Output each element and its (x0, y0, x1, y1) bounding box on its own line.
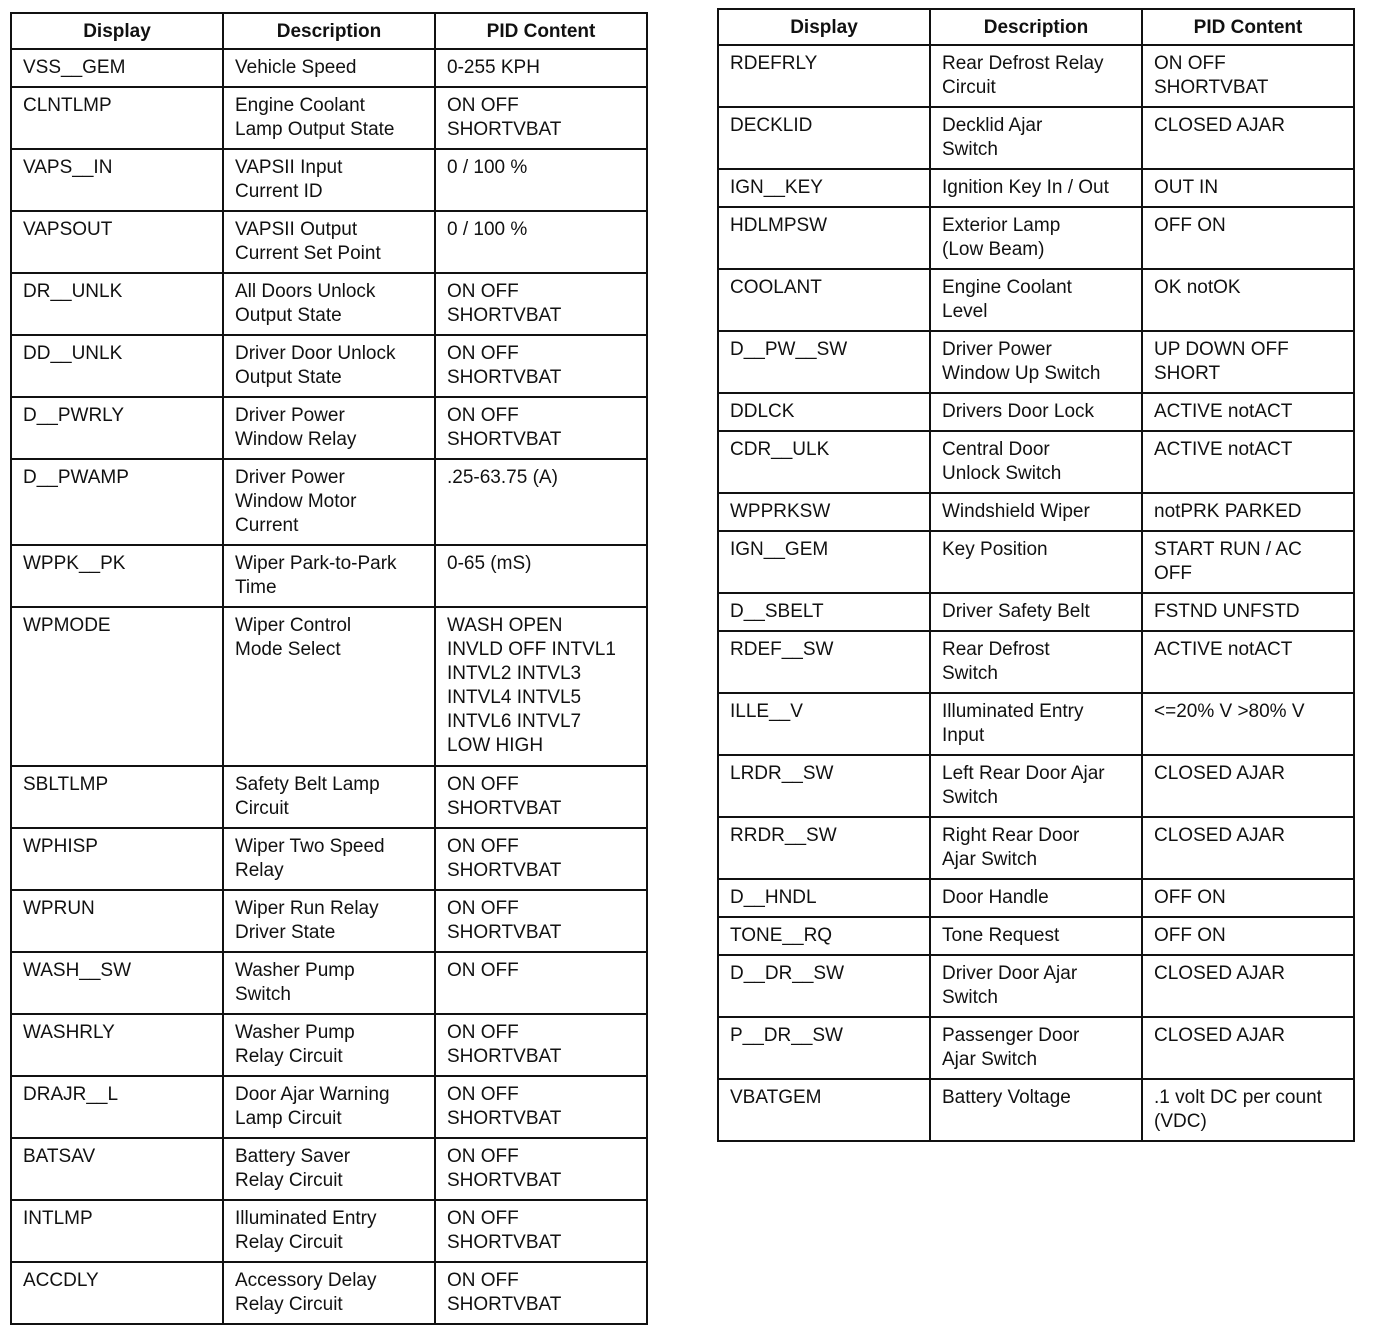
display-cell: WPHISP (11, 828, 223, 890)
display-cell: CDR__ULK (718, 431, 930, 493)
description-cell: VAPSII Input Current ID (223, 149, 435, 211)
display-cell: LRDR__SW (718, 755, 930, 817)
pid-content-cell: ACTIVE notACT (1142, 393, 1354, 431)
table-row (11, 1076, 647, 1138)
description-cell: Rear Defrost Relay Circuit (930, 45, 1142, 107)
table-row (11, 545, 647, 607)
display-cell: WPMODE (11, 607, 223, 766)
pid-content-cell: .25-63.75 (A) (435, 459, 647, 545)
pid-content-cell: ACTIVE notACT (1142, 631, 1354, 693)
table-row (11, 828, 647, 890)
right-pid-table (717, 8, 1355, 1142)
description-cell: Right Rear Door Ajar Switch (930, 817, 1142, 879)
description-cell: Door Handle (930, 879, 1142, 917)
description-cell: Central Door Unlock Switch (930, 431, 1142, 493)
table-row (11, 1014, 647, 1076)
pid-content-cell: ON OFF SHORTVBAT (435, 1200, 647, 1262)
table-row (718, 531, 1354, 593)
display-cell: D__HNDL (718, 879, 930, 917)
description-cell: Driver Power Window Up Switch (930, 331, 1142, 393)
table-row (718, 45, 1354, 107)
description-cell: Accessory Delay Relay Circuit (223, 1262, 435, 1324)
display-cell: VAPSOUT (11, 211, 223, 273)
description-cell: Decklid Ajar Switch (930, 107, 1142, 169)
pid-content-cell: START RUN / AC OFF (1142, 531, 1354, 593)
table-row (718, 693, 1354, 755)
pid-content-cell: OUT IN (1142, 169, 1354, 207)
display-cell: D__PW__SW (718, 331, 930, 393)
table-row (718, 431, 1354, 493)
table-row (718, 879, 1354, 917)
table-row (11, 211, 647, 273)
description-cell: Washer Pump Relay Circuit (223, 1014, 435, 1076)
display-cell: VBATGEM (718, 1079, 930, 1141)
display-cell: VSS__GEM (11, 49, 223, 87)
display-cell: D__PWAMP (11, 459, 223, 545)
description-cell: Door Ajar Warning Lamp Circuit (223, 1076, 435, 1138)
description-cell: Key Position (930, 531, 1142, 593)
header-pid-content: PID Content (435, 13, 647, 49)
table-row (718, 755, 1354, 817)
header-description: Description (930, 9, 1142, 45)
description-cell: Driver Safety Belt (930, 593, 1142, 631)
table-row (11, 335, 647, 397)
pid-content-cell: ON OFF SHORTVBAT (435, 828, 647, 890)
table-row (11, 890, 647, 952)
description-cell: Wiper Two Speed Relay (223, 828, 435, 890)
pid-content-cell: ON OFF SHORTVBAT (435, 397, 647, 459)
pid-content-cell: OK notOK (1142, 269, 1354, 331)
header-description: Description (223, 13, 435, 49)
table-row (718, 593, 1354, 631)
description-cell: Driver Power Window Relay (223, 397, 435, 459)
display-cell: DRAJR__L (11, 1076, 223, 1138)
table-row (718, 207, 1354, 269)
pid-content-cell: 0 / 100 % (435, 149, 647, 211)
table-row (718, 493, 1354, 531)
display-cell: DR__UNLK (11, 273, 223, 335)
table-row (11, 766, 647, 828)
table-row (718, 331, 1354, 393)
table-row (718, 269, 1354, 331)
pid-content-cell: FSTND UNFSTD (1142, 593, 1354, 631)
display-cell: WPRUN (11, 890, 223, 952)
description-cell: Battery Voltage (930, 1079, 1142, 1141)
pid-content-cell: <=20% V >80% V (1142, 693, 1354, 755)
display-cell: HDLMPSW (718, 207, 930, 269)
header-pid-content: PID Content (1142, 9, 1354, 45)
pid-content-cell: CLOSED AJAR (1142, 1017, 1354, 1079)
pid-content-cell: CLOSED AJAR (1142, 955, 1354, 1017)
description-cell: Exterior Lamp (Low Beam) (930, 207, 1142, 269)
description-cell: Driver Door Unlock Output State (223, 335, 435, 397)
table-row (718, 917, 1354, 955)
display-cell: DDLCK (718, 393, 930, 431)
description-cell: Drivers Door Lock (930, 393, 1142, 431)
display-cell: RDEF__SW (718, 631, 930, 693)
pid-content-cell: WASH OPEN INVLD OFF INTVL1 INTVL2 INTVL3 INTVL4 INTVL5 INTVL6 INTVL7 LOW HIGH (435, 607, 647, 766)
table-row (718, 107, 1354, 169)
description-cell: Wiper Run Relay Driver State (223, 890, 435, 952)
pid-content-cell: ACTIVE notACT (1142, 431, 1354, 493)
display-cell: D__PWRLY (11, 397, 223, 459)
description-cell: Safety Belt Lamp Circuit (223, 766, 435, 828)
pid-content-cell: OFF ON (1142, 917, 1354, 955)
display-cell: COOLANT (718, 269, 930, 331)
pid-content-cell: ON OFF (435, 952, 647, 1014)
description-cell: Battery Saver Relay Circuit (223, 1138, 435, 1200)
display-cell: DECKLID (718, 107, 930, 169)
pid-content-cell: 0 / 100 % (435, 211, 647, 273)
description-cell: Engine Coolant Level (930, 269, 1142, 331)
pid-content-cell: 0-65 (mS) (435, 545, 647, 607)
display-cell: IGN__GEM (718, 531, 930, 593)
description-cell: Vehicle Speed (223, 49, 435, 87)
display-cell: D__SBELT (718, 593, 930, 631)
description-cell: Wiper Park-to-Park Time (223, 545, 435, 607)
description-cell: Illuminated Entry Input (930, 693, 1142, 755)
description-cell: Driver Door Ajar Switch (930, 955, 1142, 1017)
pid-content-cell: ON OFF SHORTVBAT (435, 335, 647, 397)
description-cell: Wiper Control Mode Select (223, 607, 435, 766)
display-cell: SBLTLMP (11, 766, 223, 828)
display-cell: WASH__SW (11, 952, 223, 1014)
display-cell: VAPS__IN (11, 149, 223, 211)
display-cell: RDEFRLY (718, 45, 930, 107)
description-cell: Left Rear Door Ajar Switch (930, 755, 1142, 817)
pid-content-cell: ON OFF SHORTVBAT (435, 766, 647, 828)
table-row (11, 149, 647, 211)
description-cell: Driver Power Window Motor Current (223, 459, 435, 545)
table-row (718, 393, 1354, 431)
description-cell: Passenger Door Ajar Switch (930, 1017, 1142, 1079)
description-cell: All Doors Unlock Output State (223, 273, 435, 335)
table-row (11, 397, 647, 459)
table-row (11, 273, 647, 335)
pid-content-cell: 0-255 KPH (435, 49, 647, 87)
pid-content-cell: ON OFF SHORTVBAT (435, 1138, 647, 1200)
description-cell: Illuminated Entry Relay Circuit (223, 1200, 435, 1262)
pid-content-cell: ON OFF SHORTVBAT (435, 1076, 647, 1138)
display-cell: ACCDLY (11, 1262, 223, 1324)
table-row (11, 1138, 647, 1200)
description-cell: Engine Coolant Lamp Output State (223, 87, 435, 149)
left-pid-table (10, 12, 648, 1325)
pid-content-cell: CLOSED AJAR (1142, 755, 1354, 817)
table-row (11, 952, 647, 1014)
pid-content-cell: ON OFF SHORTVBAT (435, 87, 647, 149)
pid-content-cell: .1 volt DC per count (VDC) (1142, 1079, 1354, 1141)
table-row (11, 1200, 647, 1262)
display-cell: P__DR__SW (718, 1017, 930, 1079)
pid-content-cell: OFF ON (1142, 879, 1354, 917)
table-row (11, 607, 647, 766)
description-cell: Tone Request (930, 917, 1142, 955)
pid-content-cell: CLOSED AJAR (1142, 817, 1354, 879)
display-cell: WASHRLY (11, 1014, 223, 1076)
table-row (11, 1262, 647, 1324)
table-row (718, 1079, 1354, 1141)
pid-content-cell: notPRK PARKED (1142, 493, 1354, 531)
pid-content-cell: UP DOWN OFF SHORT (1142, 331, 1354, 393)
display-cell: CLNTLMP (11, 87, 223, 149)
display-cell: D__DR__SW (718, 955, 930, 1017)
display-cell: WPPK__PK (11, 545, 223, 607)
pid-content-cell: CLOSED AJAR (1142, 107, 1354, 169)
description-cell: VAPSII Output Current Set Point (223, 211, 435, 273)
display-cell: ILLE__V (718, 693, 930, 755)
pid-content-cell: ON OFF SHORTVBAT (435, 273, 647, 335)
table-row (11, 459, 647, 545)
display-cell: TONE__RQ (718, 917, 930, 955)
table-header-row (11, 13, 647, 49)
header-display: Display (718, 9, 930, 45)
display-cell: RRDR__SW (718, 817, 930, 879)
pid-content-cell: OFF ON (1142, 207, 1354, 269)
table-row (718, 169, 1354, 207)
table-row (11, 87, 647, 149)
table-row (718, 1017, 1354, 1079)
display-cell: IGN__KEY (718, 169, 930, 207)
table-row (718, 817, 1354, 879)
pid-content-cell: ON OFF SHORTVBAT (1142, 45, 1354, 107)
description-cell: Rear Defrost Switch (930, 631, 1142, 693)
description-cell: Ignition Key In / Out (930, 169, 1142, 207)
display-cell: WPPRKSW (718, 493, 930, 531)
header-display: Display (11, 13, 223, 49)
display-cell: BATSAV (11, 1138, 223, 1200)
table-header-row (718, 9, 1354, 45)
pid-content-cell: ON OFF SHORTVBAT (435, 1014, 647, 1076)
pid-content-cell: ON OFF SHORTVBAT (435, 1262, 647, 1324)
table-row (11, 49, 647, 87)
display-cell: DD__UNLK (11, 335, 223, 397)
table-row (718, 955, 1354, 1017)
description-cell: Windshield Wiper (930, 493, 1142, 531)
table-row (718, 631, 1354, 693)
description-cell: Washer Pump Switch (223, 952, 435, 1014)
pid-content-cell: ON OFF SHORTVBAT (435, 890, 647, 952)
display-cell: INTLMP (11, 1200, 223, 1262)
